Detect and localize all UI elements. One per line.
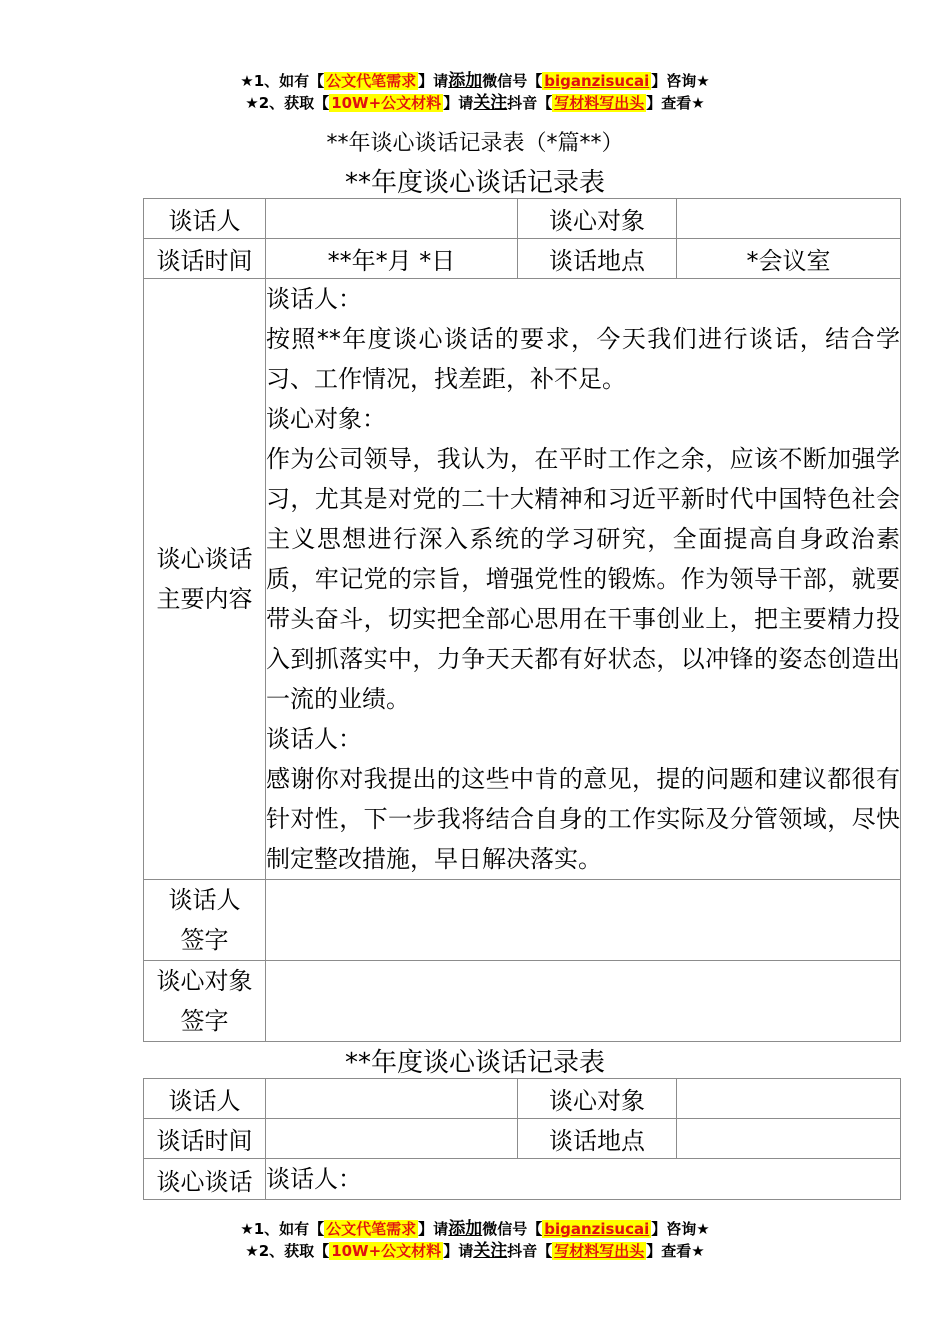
- place-label: 谈话地点: [518, 1119, 677, 1159]
- place-label: 谈话地点: [518, 239, 677, 279]
- speaker-label: 谈话人：: [266, 725, 362, 753]
- talker-sign-label-line-2: 签字: [180, 926, 229, 954]
- talker-label: 谈话人: [144, 199, 266, 239]
- target-sign-label-line-2: 签字: [180, 1007, 229, 1035]
- talker-sign-label: [144, 880, 266, 961]
- banner-text: ★2、获取【: [245, 1242, 330, 1260]
- content-paragraph: 感谢你对我提出的这些中肯的意见，提的问题和建议都很有针对性，下一步我将结合自身的工作实际及分管领域，尽快制定整改措施，早日解决落实。: [266, 765, 900, 873]
- record-1-row-content: [144, 279, 901, 880]
- banner-highlight-materials: 10W+公文材料: [331, 1242, 442, 1260]
- target-signature-field[interactable]: [266, 961, 901, 1042]
- content-body[interactable]: [266, 279, 901, 880]
- banner-highlight-ghostwriting: 公文代笔需求: [326, 1220, 417, 1238]
- place-value[interactable]: *会议室: [677, 239, 901, 279]
- banner-text: 】请: [418, 1220, 449, 1238]
- banner-text: 】请: [443, 94, 474, 112]
- banner-text: 微信号【: [482, 1220, 543, 1238]
- talker-label: 谈话人: [144, 1079, 266, 1119]
- banner-text: 微信号【: [482, 72, 543, 90]
- content-label-line-1: 谈心谈话: [156, 545, 253, 573]
- target-sign-label: [144, 961, 266, 1042]
- banner-text: 】请: [443, 1242, 474, 1260]
- record-2-row-time-place: [144, 1119, 901, 1159]
- banner-douyin-id: 写材料写出头: [554, 1242, 645, 1260]
- banner-text: 】请: [418, 72, 449, 90]
- banner-text: ★1、如有【: [240, 72, 325, 90]
- banner-text: ★1、如有【: [240, 1220, 325, 1238]
- record-1-row-people: [144, 199, 901, 239]
- time-label: 谈话时间: [144, 1119, 266, 1159]
- bottom-banner: [0, 1218, 950, 1262]
- banner-text: 】咨询★: [651, 1220, 710, 1238]
- record-1-row-time-place: [144, 239, 901, 279]
- record-2-table: [143, 1078, 901, 1200]
- talker-signature-field[interactable]: [266, 880, 901, 961]
- banner-text: 抖音【: [507, 94, 553, 112]
- banner-highlight-ghostwriting: 公文代笔需求: [326, 72, 417, 90]
- banner-text: ★2、获取【: [245, 94, 330, 112]
- content-label-line-2: 主要内容: [156, 585, 253, 613]
- target-label: 谈心对象: [518, 199, 677, 239]
- banner-douyin-id: 写材料写出头: [554, 94, 645, 112]
- banner-emphasis: 关注: [473, 93, 508, 113]
- speaker-label: 谈话人：: [266, 285, 362, 313]
- record-1-table: [143, 198, 901, 1042]
- record-2-title: **年度谈心谈话记录表: [344, 1048, 605, 1078]
- content-paragraph: 作为公司领导，我认为，在平时工作之余，应该不断加强学习，尤其是对党的二十大精神和习近平新时代中国特色社会主义思想进行深入系统的学习研究，全面提高自身政治素质，牢记党的宗旨，增强党性的锻炼。作为领导干部，就要带头奋斗，切实把全部心思用在干事创业上，把主要精力投入到抓落实中，力争天天都有好状态，以冲锋的姿态创造出一流的业绩。: [266, 445, 900, 713]
- content-body[interactable]: 谈话人：: [266, 1159, 901, 1200]
- place-value[interactable]: [677, 1119, 901, 1159]
- talker-value[interactable]: [266, 1079, 518, 1119]
- time-value[interactable]: **年*月 *日: [266, 239, 518, 279]
- banner-line-1: [0, 1218, 950, 1240]
- talker-value[interactable]: [266, 199, 518, 239]
- banner-highlight-materials: 10W+公文材料: [331, 94, 442, 112]
- time-value[interactable]: [266, 1119, 518, 1159]
- target-value[interactable]: [677, 1079, 901, 1119]
- record-1-title: **年度谈心谈话记录表: [344, 168, 605, 198]
- record-1-row-target-sign: [144, 961, 901, 1042]
- record-1-row-talker-sign: [144, 880, 901, 961]
- record-2-row-people: [144, 1079, 901, 1119]
- banner-line-2: [0, 92, 950, 114]
- content-label: [144, 279, 266, 880]
- banner-emphasis: 关注: [473, 1241, 508, 1261]
- top-banner: [0, 70, 950, 114]
- speaker-label: 谈心对象：: [266, 405, 386, 433]
- target-value[interactable]: [677, 199, 901, 239]
- banner-wechat-id: biganzisucai: [544, 1220, 650, 1238]
- banner-line-1: [0, 70, 950, 92]
- banner-line-2: [0, 1240, 950, 1262]
- banner-text: 】查看★: [646, 1242, 705, 1260]
- banner-wechat-id: biganzisucai: [544, 72, 650, 90]
- banner-text: 抖音【: [507, 1242, 553, 1260]
- banner-emphasis: 添加: [448, 71, 483, 91]
- target-sign-label-line-1: 谈心对象: [156, 967, 253, 995]
- banner-emphasis: 添加: [448, 1219, 483, 1239]
- record-2-row-content: [144, 1159, 901, 1200]
- banner-text: 】查看★: [646, 94, 705, 112]
- document-title: **年谈心谈话记录表（*篇**）: [326, 131, 624, 156]
- talker-sign-label-line-1: 谈话人: [168, 886, 241, 914]
- content-paragraph: 按照**年度谈心谈话的要求，今天我们进行谈话，结合学习、工作情况，找差距，补不足。: [266, 325, 900, 393]
- time-label: 谈话时间: [144, 239, 266, 279]
- banner-text: 】咨询★: [651, 72, 710, 90]
- content-label: 谈心谈话: [144, 1159, 266, 1200]
- target-label: 谈心对象: [518, 1079, 677, 1119]
